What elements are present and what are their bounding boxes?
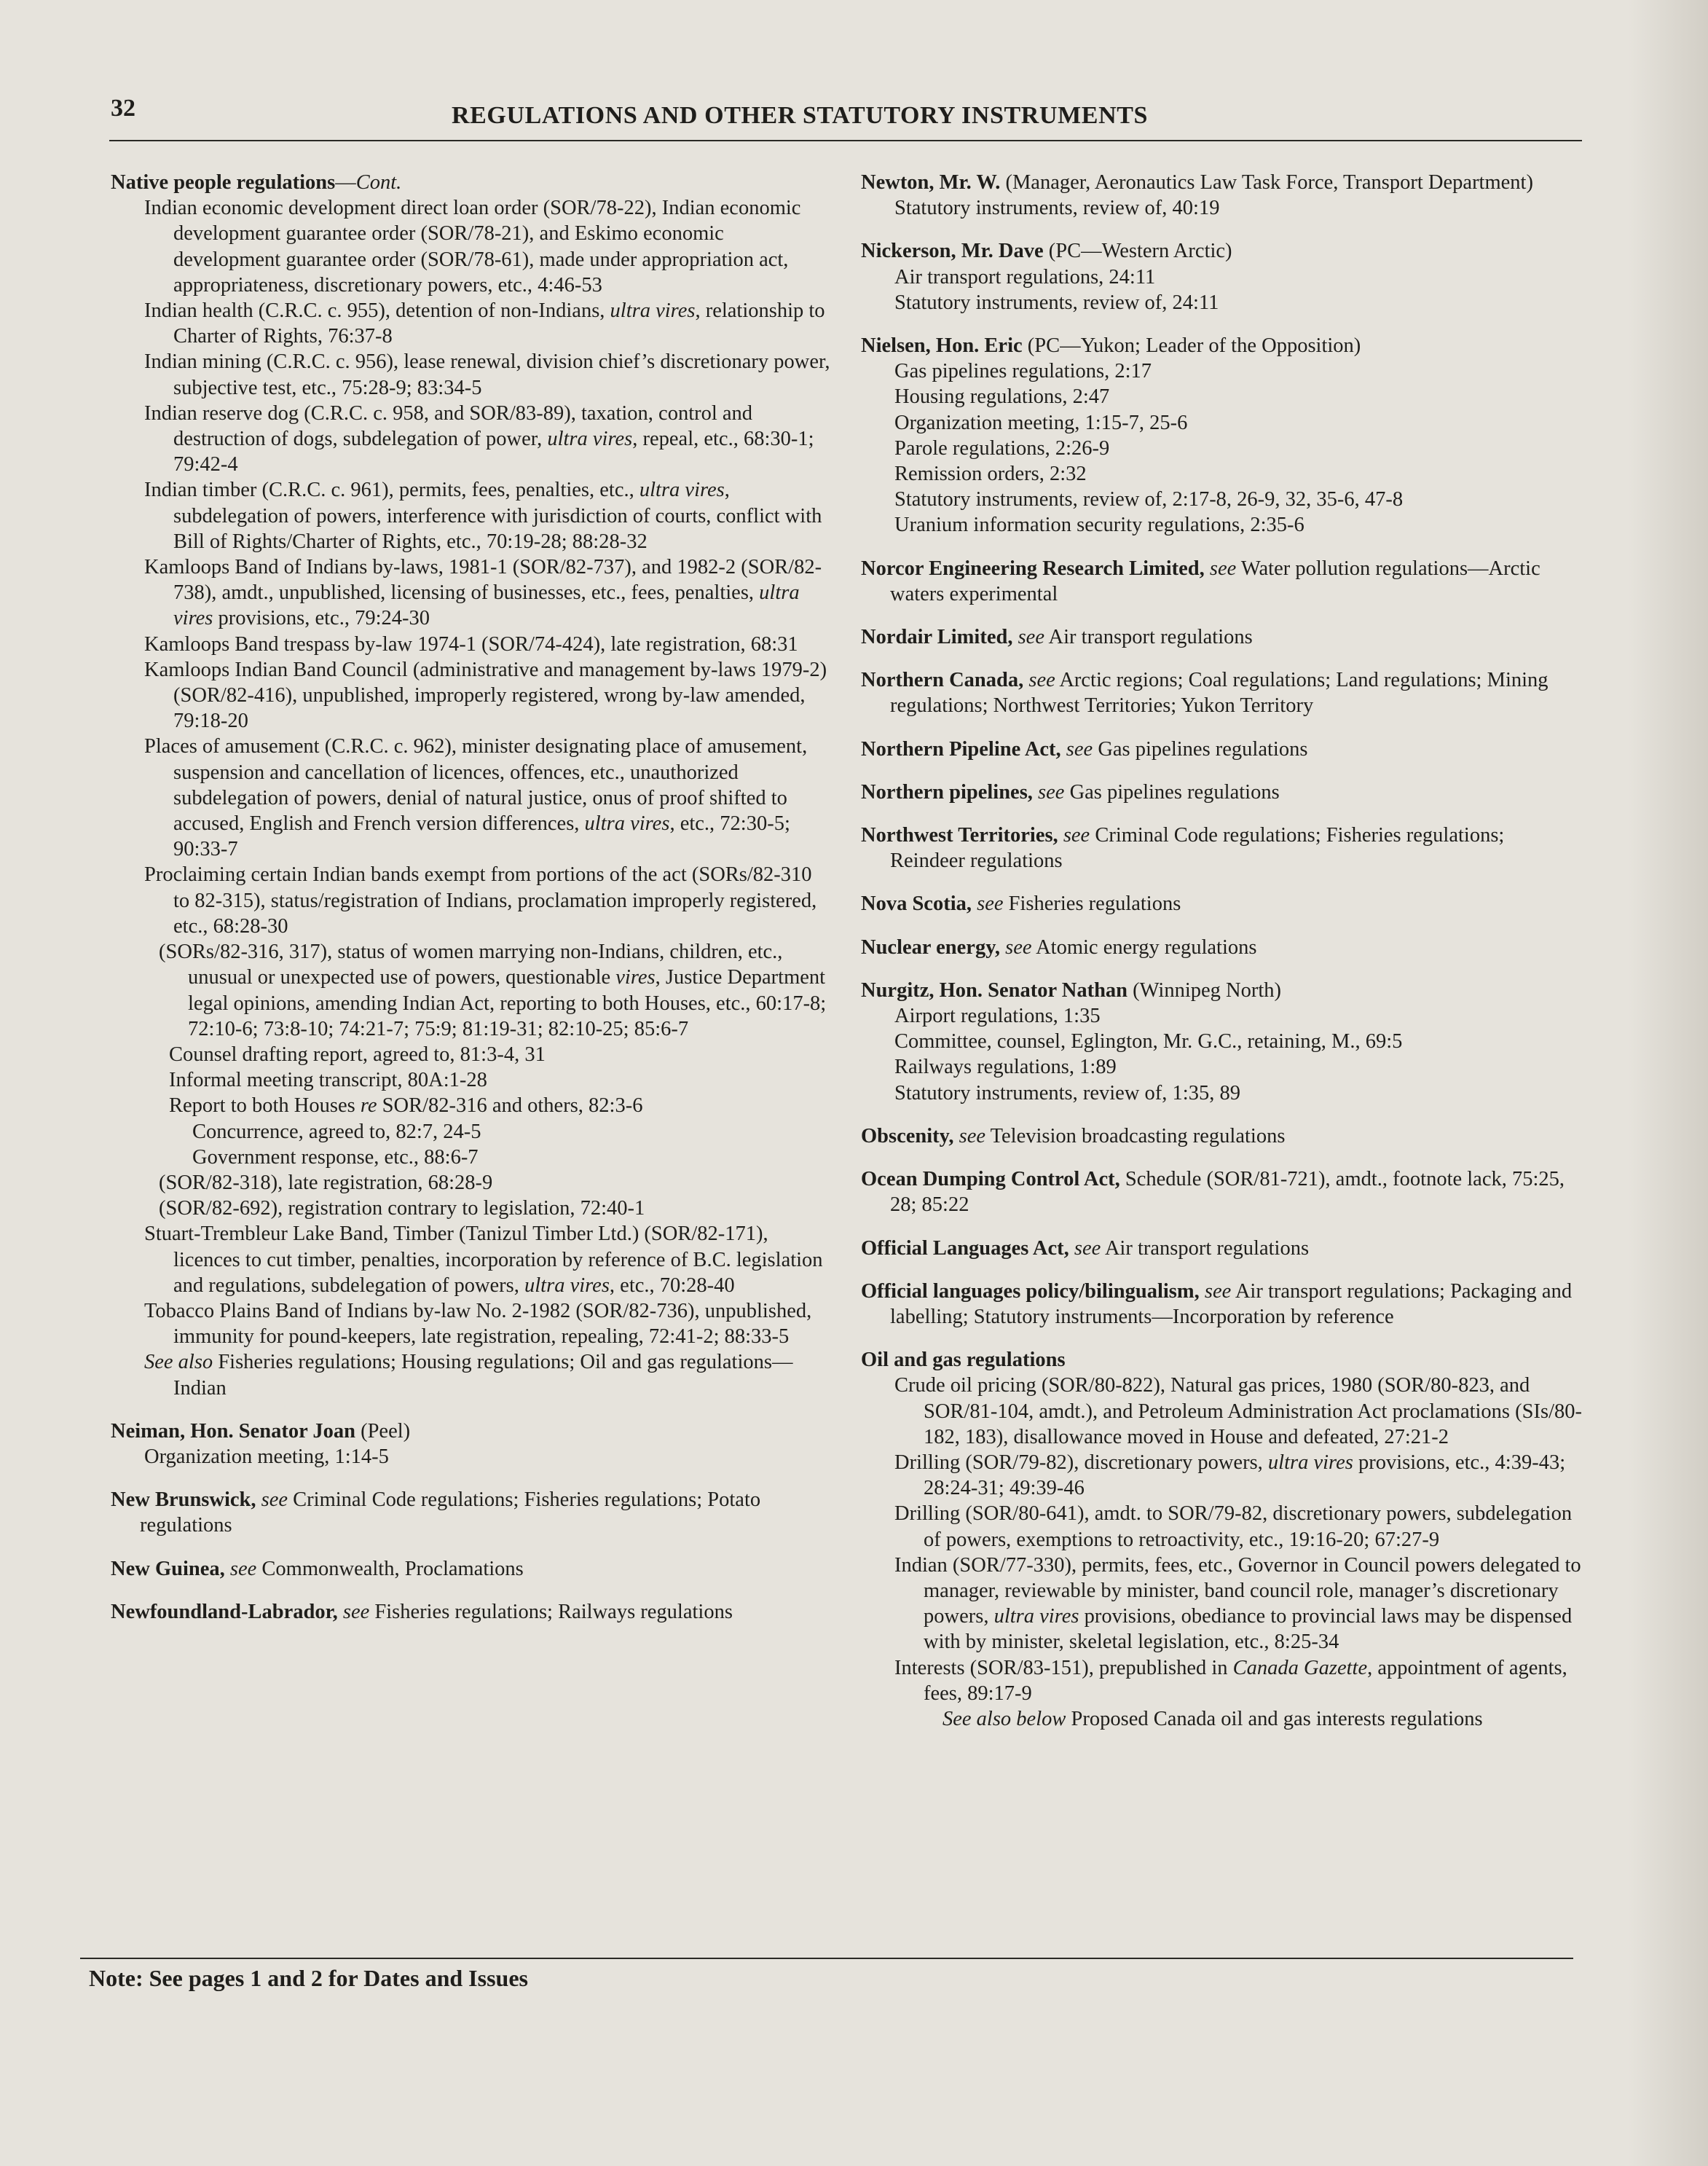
- index-entry: [861, 823, 1582, 874]
- index-entry: [111, 170, 832, 1401]
- entry-heading: [861, 1236, 1582, 1261]
- entry-detail: Criminal Code regulations; Fisheries regulations; Potato regulations: [140, 1488, 761, 1537]
- entry-heading: [861, 624, 1582, 650]
- index-entry: [861, 333, 1582, 538]
- entry-heading: [111, 1419, 832, 1444]
- index-entry: [861, 978, 1582, 1106]
- entry-heading: [861, 737, 1582, 762]
- subentry-text: Indian (SOR/77-330), permits, fees, etc., Governor in Council powers delegated to manager, reviewable by minister, band council role, manager’s discretionary powers,: [894, 1553, 1581, 1628]
- see-reference: see: [959, 1124, 985, 1147]
- subentry: [861, 1054, 1582, 1080]
- subentry-text: Drilling (SOR/79-82), discretionary powers,: [894, 1451, 1268, 1474]
- entry-term: Official languages policy/bilingualism,: [861, 1279, 1200, 1303]
- entry-detail: (PC—Yukon; Leader of the Opposition): [1022, 334, 1361, 358]
- index-entry: [861, 238, 1582, 315]
- page-edge-shadow: [1628, 0, 1708, 2166]
- subentry: [111, 734, 832, 862]
- subentry-text: Airport regulations, 1:35: [894, 1005, 1101, 1028]
- entry-heading: [111, 170, 832, 195]
- see-reference: see: [342, 1600, 370, 1623]
- subentry: [111, 477, 832, 554]
- subentry-text: Concurrence, agreed to, 82:7, 24-5: [192, 1120, 481, 1143]
- italic-text: ultra vires: [1267, 1451, 1353, 1474]
- subentry-text: , Justice Department legal opinions, amending Indian Act, reporting to both Houses, etc., 60:17-8; 72:10-6; 73:8-10; 74:21-7; 75:9; 81:19-31; 82:10-25; 85:6-7: [188, 966, 827, 1040]
- entry-term: Nuclear energy,: [861, 935, 1001, 959]
- entry-term: New Guinea,: [111, 1557, 225, 1580]
- entry-term: Nickerson, Mr. Dave: [861, 240, 1044, 263]
- subentry-text: Informal meeting transcript, 80A:1-28: [169, 1069, 487, 1092]
- entry-heading: [861, 667, 1582, 718]
- subentry: [861, 358, 1582, 384]
- index-entry: [861, 1123, 1582, 1149]
- subentry: [861, 195, 1582, 221]
- see-reference: see: [1063, 824, 1090, 847]
- entry-heading: [861, 1347, 1582, 1373]
- subentry-text: Kamloops Band trespass by-law 1974-1 (SOR/74-424), late registration, 68:31: [144, 632, 798, 656]
- see-reference: see: [1005, 935, 1032, 959]
- entry-term: Nordair Limited,: [861, 626, 1013, 649]
- entry-term: Northwest Territories,: [861, 824, 1058, 847]
- subentry: [861, 436, 1582, 461]
- italic-text: vires: [615, 966, 656, 989]
- subentry-text: (SOR/82-318), late registration, 68:28-9: [159, 1171, 493, 1194]
- entry-detail: Gas pipelines regulations: [1064, 780, 1280, 804]
- entry-heading: [861, 238, 1582, 264]
- italic-text: ultra vires: [610, 299, 696, 323]
- subentry-text: Organization meeting, 1:15-7, 25-6: [894, 411, 1188, 434]
- index-entry: [111, 1599, 832, 1625]
- entry-heading: [861, 170, 1582, 195]
- subentry: [111, 1093, 832, 1118]
- subentry: [111, 1349, 832, 1400]
- subentry: [861, 1706, 1582, 1732]
- entry-term: Nurgitz, Hon. Senator Nathan: [861, 978, 1128, 1002]
- subentry: [111, 1170, 832, 1196]
- subentry: [861, 1029, 1582, 1054]
- italic-text: ultra vires: [524, 1274, 610, 1297]
- entry-heading: [111, 1556, 832, 1582]
- index-entry: [861, 1279, 1582, 1330]
- italic-text: ultra vires: [547, 428, 633, 451]
- see-reference: see: [261, 1488, 288, 1512]
- subentry-text: Kamloops Band of Indians by-laws, 1981-1 (SOR/82-737), and 1982-2 (SOR/82-738), amdt., unpublished, licensing of businesses, etc., fees, penalties,: [144, 556, 822, 605]
- entry-term: Norcor Engineering Research Limited,: [861, 557, 1205, 580]
- italic-text: Canada Gazette: [1232, 1656, 1368, 1679]
- subentry-text: Statutory instruments, review of, 40:19: [894, 197, 1220, 220]
- subentry: [111, 1145, 832, 1170]
- entry-heading: [861, 1123, 1582, 1149]
- subentry: [861, 1080, 1582, 1106]
- see-reference: see: [1018, 626, 1044, 649]
- subentry: [861, 1553, 1582, 1655]
- subentry: [111, 1042, 832, 1067]
- subentry: [861, 1501, 1582, 1552]
- subentry-text: Statutory instruments, review of, 2:17-8, 26-9, 32, 35-6, 47-8: [894, 488, 1404, 511]
- footer-note: Note: See pages 1 and 2 for Dates and Issues: [89, 1965, 528, 1991]
- subentry: [861, 264, 1582, 290]
- subentry: [861, 384, 1582, 409]
- entry-heading: [861, 823, 1582, 874]
- entry-detail: (Winnipeg North): [1127, 978, 1282, 1002]
- subentry-text: Interests (SOR/83-151), prepublished in: [894, 1656, 1233, 1679]
- see-reference: see: [1028, 669, 1055, 692]
- entry-detail: Commonwealth, Proclamations: [256, 1557, 524, 1580]
- italic-text: See also below: [942, 1707, 1066, 1730]
- entry-term: Newfoundland-Labrador,: [111, 1600, 338, 1623]
- subentry: [111, 1444, 832, 1469]
- index-entry: [861, 1166, 1582, 1217]
- subentry-text: SOR/82-316 and others, 82:3-6: [377, 1094, 643, 1118]
- subentry-text: Air transport regulations, 24:11: [894, 265, 1156, 289]
- index-entry: [861, 170, 1582, 221]
- subentry-text: (SOR/82-692), registration contrary to legislation, 72:40-1: [159, 1197, 645, 1220]
- index-entry: [861, 624, 1582, 650]
- see-reference: see: [1066, 737, 1093, 761]
- subentry-text: Drilling (SOR/80-641), amdt. to SOR/79-82, discretionary powers, subdelegation of powers, exemptions to retroactivity, etc., 19:16-20; 67:27-9: [894, 1502, 1573, 1551]
- entry-detail: (Peel): [355, 1419, 411, 1443]
- entry-detail: Air transport regulations: [1101, 1236, 1310, 1260]
- subentry-text: , repeal, etc., 68:30-1; 79:42-4: [173, 428, 814, 476]
- subentry-text: Report to both Houses: [169, 1094, 361, 1118]
- index-entry: [861, 556, 1582, 607]
- entry-term: Ocean Dumping Control Act,: [861, 1168, 1120, 1191]
- entry-term: Northern pipelines,: [861, 780, 1033, 804]
- entry-detail: Air transport regulations; Packaging and labelling; Statutory instruments—Incorporation by reference: [890, 1279, 1573, 1328]
- see-reference: see: [1209, 557, 1237, 580]
- entry-term: Neiman, Hon. Senator Joan: [111, 1419, 355, 1443]
- page-title: REGULATIONS AND OTHER STATUTORY INSTRUMENTS: [452, 102, 1149, 129]
- entry-term: Nielsen, Hon. Eric: [861, 334, 1023, 358]
- entry-heading: [861, 1279, 1582, 1330]
- see-reference: see: [977, 892, 1004, 916]
- subentry-text: Indian mining (C.R.C. c. 956), lease renewal, division chief’s discretionary power, subjective test, etc., 75:28-9; 83:34-5: [144, 350, 830, 399]
- italic-text: ultra vires: [584, 812, 670, 836]
- entry-dash: —: [335, 171, 356, 194]
- subentry: [111, 1196, 832, 1221]
- subentry-text: Fisheries regulations; Housing regulations; Oil and gas regulations—Indian: [173, 1351, 793, 1400]
- subentry: [111, 939, 832, 1042]
- see-reference: see: [229, 1557, 257, 1580]
- entry-heading: [861, 1166, 1582, 1217]
- subentry: [861, 1373, 1582, 1450]
- subentry: [861, 1655, 1582, 1706]
- entry-heading: [861, 333, 1582, 358]
- subentry-text: Statutory instruments, review of, 1:35, 89: [894, 1081, 1240, 1104]
- subentry: [111, 1119, 832, 1145]
- index-entry: [861, 1236, 1582, 1261]
- entry-detail: Fisheries regulations; Railways regulations: [369, 1600, 733, 1623]
- index-entry: [861, 935, 1582, 960]
- subentry-text: Parole regulations, 2:26-9: [894, 436, 1110, 460]
- subentry: [111, 554, 832, 632]
- entry-term: Oil and gas regulations: [861, 1349, 1066, 1372]
- subentry-text: Gas pipelines regulations, 2:17: [894, 360, 1152, 383]
- entry-term: Northern Pipeline Act,: [861, 737, 1061, 761]
- subentry-text: , etc., 72:30-5; 90:33-7: [173, 812, 790, 861]
- entry-term: Newton, Mr. W.: [861, 171, 1001, 194]
- entry-detail: Television broadcasting regulations: [985, 1124, 1286, 1147]
- index-entry: [861, 1347, 1582, 1732]
- index-entry: [861, 667, 1582, 718]
- entry-detail: Schedule (SOR/81-721), amdt., footnote lack, 75:25, 28; 85:22: [890, 1168, 1565, 1217]
- subentry-text: Crude oil pricing (SOR/80-822), Natural gas prices, 1980 (SOR/80-823, and SOR/81-104, amdt.), and Petroleum Administration Act proclamations (SIs/80-182, 183), disallowance moved in House and defeated, 27:21-2: [894, 1374, 1582, 1448]
- subentry: [111, 349, 832, 400]
- entry-detail: Criminal Code regulations; Fisheries regulations; Reindeer regulations: [890, 824, 1505, 873]
- entry-detail: (Manager, Aeronautics Law Task Force, Transport Department): [1000, 171, 1533, 194]
- page-number: 32: [111, 95, 135, 122]
- index-entry: [111, 1419, 832, 1469]
- entry-heading: [861, 556, 1582, 607]
- subentry-text: , relationship to Charter of Rights, 76:37-8: [173, 299, 825, 348]
- right-column: [861, 170, 1582, 1749]
- index-entry: [861, 737, 1582, 762]
- subentry: [111, 862, 832, 939]
- see-reference: see: [1074, 1236, 1101, 1260]
- subentry-text: Counsel drafting report, agreed to, 81:3-4, 31: [169, 1043, 546, 1066]
- subentry-text: Proclaiming certain Indian bands exempt from portions of the act (SORs/82-310 to 82-315), status/registration of Indians, proclamation improperly registered, etc., 68:28-30: [144, 863, 817, 938]
- subentry: [111, 298, 832, 349]
- subentry-text: Kamloops Indian Band Council (administrative and management by-laws 1979-2)(SOR/82-416), unpublished, improperly registered, wrong by-law amended, 79:18-20: [144, 658, 827, 733]
- entry-term: Obscenity,: [861, 1124, 954, 1147]
- italic-text: See also: [144, 1351, 213, 1374]
- index-entry: [111, 1556, 832, 1582]
- subentry-text: Stuart-Trembleur Lake Band, Timber (Tanizul Timber Ltd.) (SOR/82-171), licences to cut timber, penalties, incorporation by reference of B.C. legislation and regulations, subdelegation of powers,: [144, 1223, 823, 1297]
- entry-continued: Cont.: [355, 171, 402, 194]
- subentry: [111, 401, 832, 478]
- entry-heading: [111, 1599, 832, 1625]
- entry-term: Official Languages Act,: [861, 1236, 1069, 1260]
- entry-heading: [861, 935, 1582, 960]
- subentry: [111, 1221, 832, 1298]
- subentry: [111, 657, 832, 734]
- subentry-text: Statutory instruments, review of, 24:11: [894, 291, 1219, 314]
- subentry-text: Uranium information security regulations, 2:35-6: [894, 514, 1304, 537]
- subentry: [111, 1067, 832, 1093]
- footer-rule: [80, 1958, 1573, 1959]
- subentry: [861, 1450, 1582, 1501]
- subentry: [861, 487, 1582, 512]
- left-column: [111, 170, 832, 1642]
- index-entry: [111, 1487, 832, 1538]
- subentry: [861, 512, 1582, 538]
- entry-heading: [111, 1487, 832, 1538]
- subentry-text: provisions, etc., 79:24-30: [213, 607, 430, 630]
- subentry-text: Tobacco Plains Band of Indians by-law No. 2-1982 (SOR/82-736), unpublished, immunity for pound-keepers, late registration, repealing, 72:41-2; 88:33-5: [144, 1299, 812, 1349]
- see-reference: see: [1038, 780, 1065, 804]
- entry-detail: Arctic regions; Coal regulations; Land regulations; Mining regulations; Northwest Territories; Yukon Territory: [890, 669, 1548, 718]
- subentry-text: , subdelegation of powers, interference with jurisdiction of courts, conflict with Bill of Rights/Charter of Rights, etc., 70:19-28; 88:28-32: [173, 479, 822, 553]
- subentry: [111, 195, 832, 298]
- subentry-text: Housing regulations, 2:47: [894, 385, 1110, 409]
- italic-text: re: [360, 1094, 377, 1118]
- entry-term: Nova Scotia,: [861, 892, 972, 916]
- subentry-text: Indian economic development direct loan order (SOR/78-22), Indian economic development guarantee order (SOR/78-21), and Eskimo economic development guarantee order (SOR/78-61), made under appropriation act, appropriateness, discretionary powers, etc., 4:46-53: [144, 197, 801, 297]
- italic-text: ultra vires: [639, 479, 725, 502]
- subentry-text: , etc., 70:28-40: [609, 1274, 735, 1297]
- entry-detail: Fisheries regulations: [1003, 892, 1181, 916]
- header-rule: [109, 140, 1582, 141]
- subentry-text: provisions, etc., 4:39-43; 28:24-31; 49:39-46: [924, 1451, 1566, 1500]
- subentry-text: , appointment of agents, fees, 89:17-9: [924, 1656, 1567, 1705]
- entry-detail: Air transport regulations: [1044, 626, 1253, 649]
- italic-text: ultra vires: [993, 1605, 1079, 1628]
- entry-term: New Brunswick,: [111, 1488, 256, 1512]
- subentry-text: Places of amusement (C.R.C. c. 962), minister designating place of amusement, suspension and cancellation of licences, offences, etc., unauthorized subdelegation of powers, denial of natural justice, onus of proof shifted to accused, English and French version differences,: [144, 735, 808, 836]
- subentry-text: Organization meeting, 1:14-5: [144, 1445, 389, 1468]
- entry-term: Northern Canada,: [861, 669, 1024, 692]
- entry-detail: Gas pipelines regulations: [1093, 737, 1308, 761]
- entry-heading: [861, 978, 1582, 1003]
- entry-detail: Water pollution regulations—Arctic waters experimental: [890, 557, 1540, 605]
- subentry-text: Indian health (C.R.C. c. 955), detention of non-Indians,: [144, 299, 610, 323]
- entry-heading: [861, 891, 1582, 917]
- subentry-text: Indian reserve dog (C.R.C. c. 958, and SOR/83-89), taxation, control and destruction of dogs, subdelegation of power,: [144, 401, 753, 451]
- subentry: [111, 1298, 832, 1349]
- entry-detail: Atomic energy regulations: [1031, 935, 1257, 959]
- subentry-text: Committee, counsel, Eglington, Mr. G.C., retaining, M., 69:5: [894, 1030, 1403, 1053]
- index-entry: [861, 891, 1582, 917]
- subentry: [861, 290, 1582, 315]
- subentry-text: Government response, etc., 88:6-7: [192, 1145, 479, 1169]
- subentry: [111, 632, 832, 657]
- subentry: [861, 410, 1582, 436]
- subentry-text: Proposed Canada oil and gas interests regulations: [1066, 1707, 1483, 1730]
- index-entry: [861, 780, 1582, 805]
- subentry: [861, 461, 1582, 487]
- subentry-text: provisions, obediance to provincial laws may be dispensed with by minister, skeletal legislation, etc., 8:25-34: [924, 1605, 1573, 1654]
- subentry-text: Indian timber (C.R.C. c. 961), permits, fees, penalties, etc.,: [144, 479, 639, 502]
- subentry-text: (SORs/82-316, 317), status of women marrying non-Indians, children, etc., unusual or unexpected use of powers, questionable: [159, 941, 783, 989]
- subentry: [861, 1003, 1582, 1029]
- entry-detail: (PC—Western Arctic): [1043, 240, 1232, 263]
- subentry-text: Remission orders, 2:32: [894, 463, 1087, 486]
- subentry-text: Railways regulations, 1:89: [894, 1056, 1117, 1079]
- italic-text: ultra vires: [173, 581, 800, 630]
- entry-heading: [861, 780, 1582, 805]
- see-reference: see: [1204, 1279, 1232, 1303]
- entry-term: Native people regulations: [111, 171, 336, 194]
